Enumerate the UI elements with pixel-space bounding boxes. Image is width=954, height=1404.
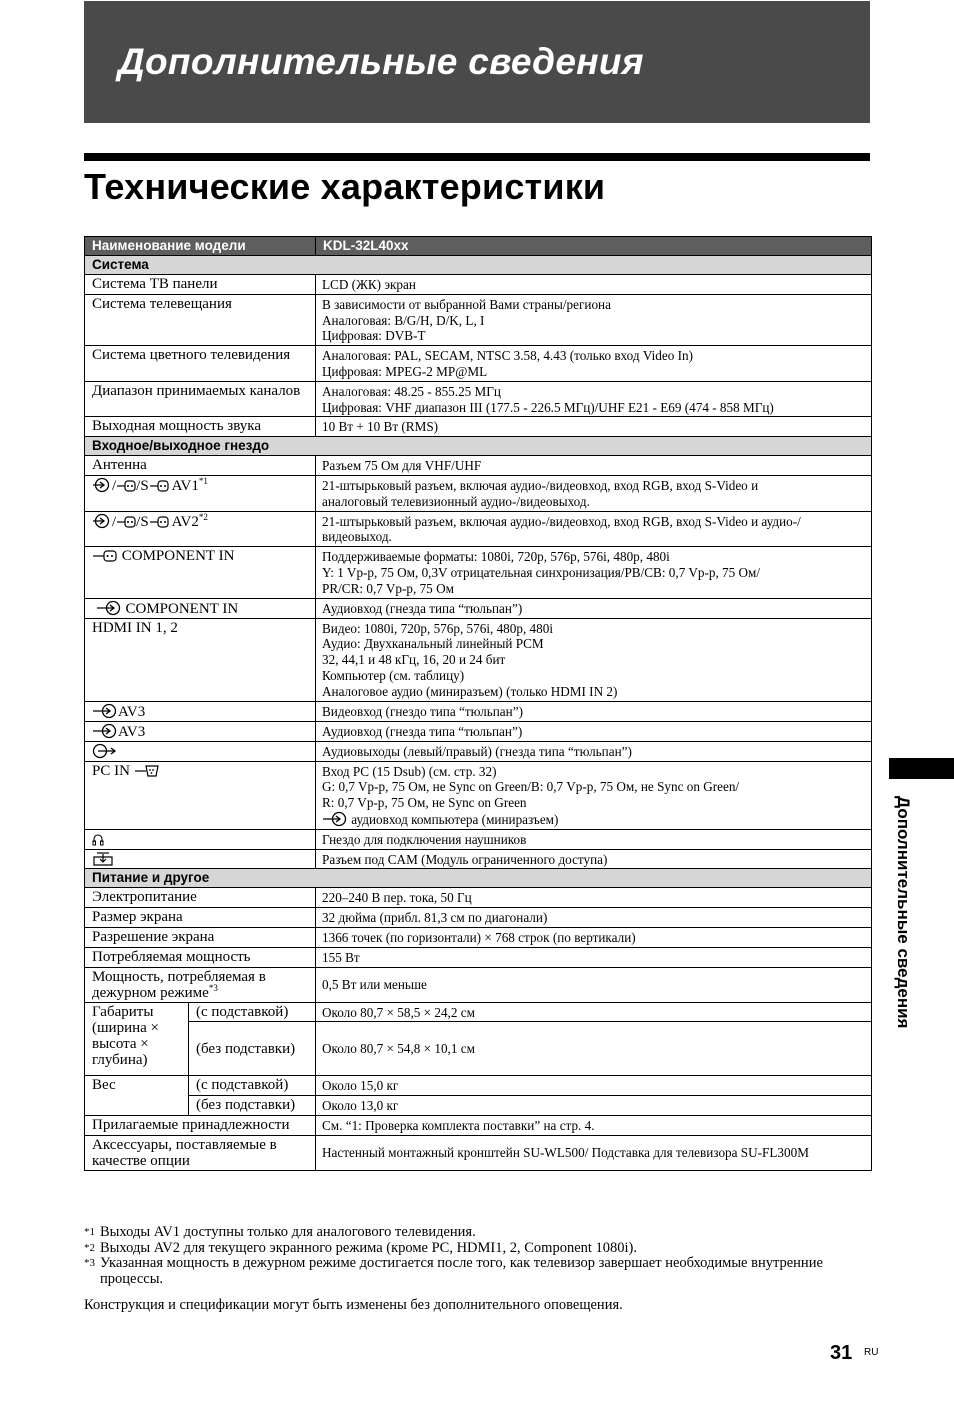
row-value: 10 Вт + 10 Вт (RMS) bbox=[316, 417, 872, 437]
section-title: Входное/выходное гнездо bbox=[85, 437, 872, 456]
heading-rule bbox=[84, 153, 870, 161]
table-row bbox=[85, 1002, 872, 1022]
row-label: AV3 bbox=[85, 721, 316, 741]
input-output-icon bbox=[92, 513, 112, 529]
row-value: Аудиовход (гнезда типа “тюльпан”) bbox=[316, 598, 872, 618]
row-label: COMPONENT IN bbox=[85, 547, 316, 598]
row-sublabel: (с подставкой) bbox=[189, 1002, 316, 1022]
row-label: Система телевещания bbox=[85, 294, 316, 345]
footnotes bbox=[84, 1225, 874, 1287]
table-row bbox=[85, 908, 872, 928]
page-title: Технические характеристики bbox=[84, 166, 606, 207]
disclaimer-note: Конструкция и спецификации могут быть изменены без дополнительного оповещения. bbox=[84, 1297, 623, 1313]
row-value: Аналоговая: 48.25 - 855.25 МГц Цифровая: VHF диапазон III (177.5 - 226.5 МГц)/UHF E21 - E69 (474 - 858 МГц) bbox=[316, 381, 872, 417]
section-title: Система bbox=[85, 256, 872, 275]
table-header bbox=[85, 237, 872, 256]
pc-connector-icon bbox=[134, 764, 160, 778]
spec-table bbox=[84, 236, 872, 1171]
section-banner bbox=[84, 1, 870, 123]
row-label: AV3 bbox=[85, 701, 316, 721]
table-row bbox=[85, 829, 872, 849]
table-row bbox=[85, 618, 872, 701]
row-label: PC IN bbox=[85, 761, 316, 829]
header-model-label: Наименование модели bbox=[85, 237, 316, 256]
table-row bbox=[85, 346, 872, 382]
page-number: 31 bbox=[830, 1342, 853, 1364]
row-value: Разъем под CAM (Модуль ограниченного доступа) bbox=[316, 849, 872, 869]
row-sublabel: (без подставки) bbox=[189, 1022, 316, 1076]
row-value: Около 15,0 кг bbox=[316, 1076, 872, 1096]
row-value: 1366 точек (по горизонтали) × 768 строк (по вертикали) bbox=[316, 927, 872, 947]
row-value: Около 13,0 кг bbox=[316, 1096, 872, 1116]
row-value: Около 80,7 × 58,5 × 24,2 см bbox=[316, 1002, 872, 1022]
table-row bbox=[85, 547, 872, 598]
row-value: Вход PC (15 Dsub) (см. стр. 32) G: 0,7 Vp-p, 75 Ом, не Sync on Green/B: 0,7 Vp-p, 75 Ом, не Sync on Green/ R: 0,7 Vp-p, 75 Ом, не Sync on Green аудиовход компьютера (миниразъем) bbox=[316, 761, 872, 829]
row-label: Потребляемая мощность bbox=[85, 947, 316, 967]
table-row bbox=[85, 294, 872, 345]
row-value: См. “1: Проверка комплекта поставки” на стр. 4. bbox=[316, 1115, 872, 1135]
row-label: Разрешение экрана bbox=[85, 927, 316, 947]
table-row bbox=[85, 1022, 872, 1076]
row-value: Настенный монтажный кронштейн SU-WL500/ Подставка для телевизора SU-FL300M bbox=[316, 1135, 872, 1170]
table-row bbox=[85, 1135, 872, 1170]
banner-title: Дополнительные сведения bbox=[118, 41, 644, 82]
row-label: / /S AV2$^{*2}$ bbox=[85, 511, 316, 547]
row-value: Аудиовыходы (левый/правый) (гнезда типа “тюльпан”) bbox=[316, 741, 872, 761]
table-row bbox=[85, 511, 872, 547]
row-value: Гнездо для подключения наушников bbox=[316, 829, 872, 849]
row-label: Система цветного телевидения bbox=[85, 346, 316, 382]
table-row bbox=[85, 927, 872, 947]
row-label: Электропитание bbox=[85, 888, 316, 908]
row-label: HDMI IN 1, 2 bbox=[85, 618, 316, 701]
audio-input-icon bbox=[96, 600, 122, 616]
component-video-icon bbox=[92, 549, 118, 563]
table-row bbox=[85, 741, 872, 761]
row-value: Поддерживаемые форматы: 1080i, 720p, 576p, 576i, 480p, 480i Y: 1 Vp-p, 75 Ом, 0,3V отрицательная синхронизация/PB/CB: 0,7 Vp-p, 75 Ом/ PR/CR: 0,7 Vp-p, 75 Ом bbox=[316, 547, 872, 598]
row-label: Диапазон принимаемых каналов bbox=[85, 381, 316, 417]
row-value: 155 Вт bbox=[316, 947, 872, 967]
row-label: COMPONENT IN bbox=[85, 598, 316, 618]
audio-output-icon bbox=[92, 743, 116, 759]
table-row bbox=[85, 761, 872, 829]
row-label: Аксессуары, поставляемые в качестве опции bbox=[85, 1135, 316, 1170]
row-label bbox=[85, 829, 316, 849]
input-output-icon bbox=[92, 477, 112, 493]
page-language: RU bbox=[864, 1347, 879, 1358]
headphones-icon bbox=[92, 833, 104, 846]
row-value: LCD (ЖК) экран bbox=[316, 275, 872, 295]
table-row bbox=[85, 721, 872, 741]
row-value: Видеовход (гнездо типа “тюльпан”) bbox=[316, 701, 872, 721]
s-video-icon bbox=[149, 515, 169, 529]
section-side-label: Дополнительные сведения bbox=[894, 796, 913, 1029]
row-value: Около 80,7 × 54,8 × 10,1 см bbox=[316, 1022, 872, 1076]
row-value: В зависимости от выбранной Вами страны/региона Аналоговая: B/G/H, D/K, L, I Цифровая: DVB-T bbox=[316, 294, 872, 345]
section-row bbox=[85, 437, 872, 456]
row-value: 0,5 Вт или меньше bbox=[316, 967, 872, 1002]
row-label: Мощность, потребляемая в дежурном режиме$^{*3}$ bbox=[85, 967, 316, 1002]
table-row bbox=[85, 475, 872, 511]
footnote: *1 Выходы AV1 доступны только для аналогового телевидения. bbox=[84, 1224, 476, 1240]
row-value: 21-штырьковый разъем, включая аудио-/видеовход, вход RGB, вход S-Video и аналоговый телевизионный аудио-/видеовыход. bbox=[316, 475, 872, 511]
row-label bbox=[85, 849, 316, 869]
row-label: / /S AV1$^{*1}$ bbox=[85, 475, 316, 511]
cam-slot-icon bbox=[92, 851, 114, 866]
row-value: 32 дюйма (прибл. 81,3 см по диагонали) bbox=[316, 908, 872, 928]
row-value: 21-штырьковый разъем, включая аудио-/видеовход, вход RGB, вход S-Video и аудио-/ видеовыход. bbox=[316, 511, 872, 547]
audio-input-icon bbox=[92, 723, 118, 739]
section-title: Питание и другое bbox=[85, 869, 872, 888]
row-sublabel: (без подставки) bbox=[189, 1096, 316, 1116]
table-row bbox=[85, 967, 872, 1002]
row-value: Аналоговая: PAL, SECAM, NTSC 3.58, 4.43 (только вход Video In) Цифровая: MPEG-2 MP@ML bbox=[316, 346, 872, 382]
table-row bbox=[85, 849, 872, 869]
s-video-icon bbox=[149, 479, 169, 493]
row-label: Размер экрана bbox=[85, 908, 316, 928]
row-label: Антенна bbox=[85, 456, 316, 476]
video-connector-icon bbox=[116, 515, 136, 529]
section-row bbox=[85, 256, 872, 275]
row-label bbox=[85, 741, 316, 761]
table-row bbox=[85, 598, 872, 618]
row-label: Прилагаемые принадлежности bbox=[85, 1115, 316, 1135]
row-label: Вес bbox=[85, 1076, 189, 1116]
table-row bbox=[85, 275, 872, 295]
row-label: Габариты (ширина × высота × глубина) bbox=[85, 1002, 189, 1076]
row-sublabel: (с подставкой) bbox=[189, 1076, 316, 1096]
table-row bbox=[85, 888, 872, 908]
row-value: 220–240 В пер. тока, 50 Гц bbox=[316, 888, 872, 908]
table-row bbox=[85, 947, 872, 967]
row-value: Разъем 75 Ом для VHF/UHF bbox=[316, 456, 872, 476]
section-row bbox=[85, 869, 872, 888]
row-label: Выходная мощность звука bbox=[85, 417, 316, 437]
table-row bbox=[85, 381, 872, 417]
table-row bbox=[85, 1115, 872, 1135]
table-row bbox=[85, 456, 872, 476]
row-value: Аудиовход (гнезда типа “тюльпан”) bbox=[316, 721, 872, 741]
table-row bbox=[85, 1076, 872, 1096]
video-input-icon bbox=[92, 703, 118, 719]
footnote: *2 Выходы AV2 для текущего экранного режима (кроме PC, HDMI1, 2, Component 1080i). bbox=[84, 1239, 638, 1256]
header-model-value: KDL-32L40xx bbox=[316, 237, 872, 256]
table-row bbox=[85, 701, 872, 721]
footnote: *3 Указанная мощность в дежурном режиме достигается после того, как телевизор завершает необходимые внутренние процессы. bbox=[84, 1255, 823, 1287]
table-row bbox=[85, 417, 872, 437]
table-row bbox=[85, 1096, 872, 1116]
video-connector-icon bbox=[116, 479, 136, 493]
audio-input-icon bbox=[322, 811, 348, 827]
row-value: Видео: 1080i, 720p, 576p, 576i, 480p, 480i Аудио: Двухканальный линейный PCM 32, 44,1 и 48 кГц, 16, 20 и 24 бит Компьютер (см. таблицу) Аналоговое аудио (миниразъем) (только HDMI IN 2) bbox=[316, 618, 872, 701]
row-label: Система ТВ панели bbox=[85, 275, 316, 295]
section-tab-marker bbox=[889, 758, 954, 779]
